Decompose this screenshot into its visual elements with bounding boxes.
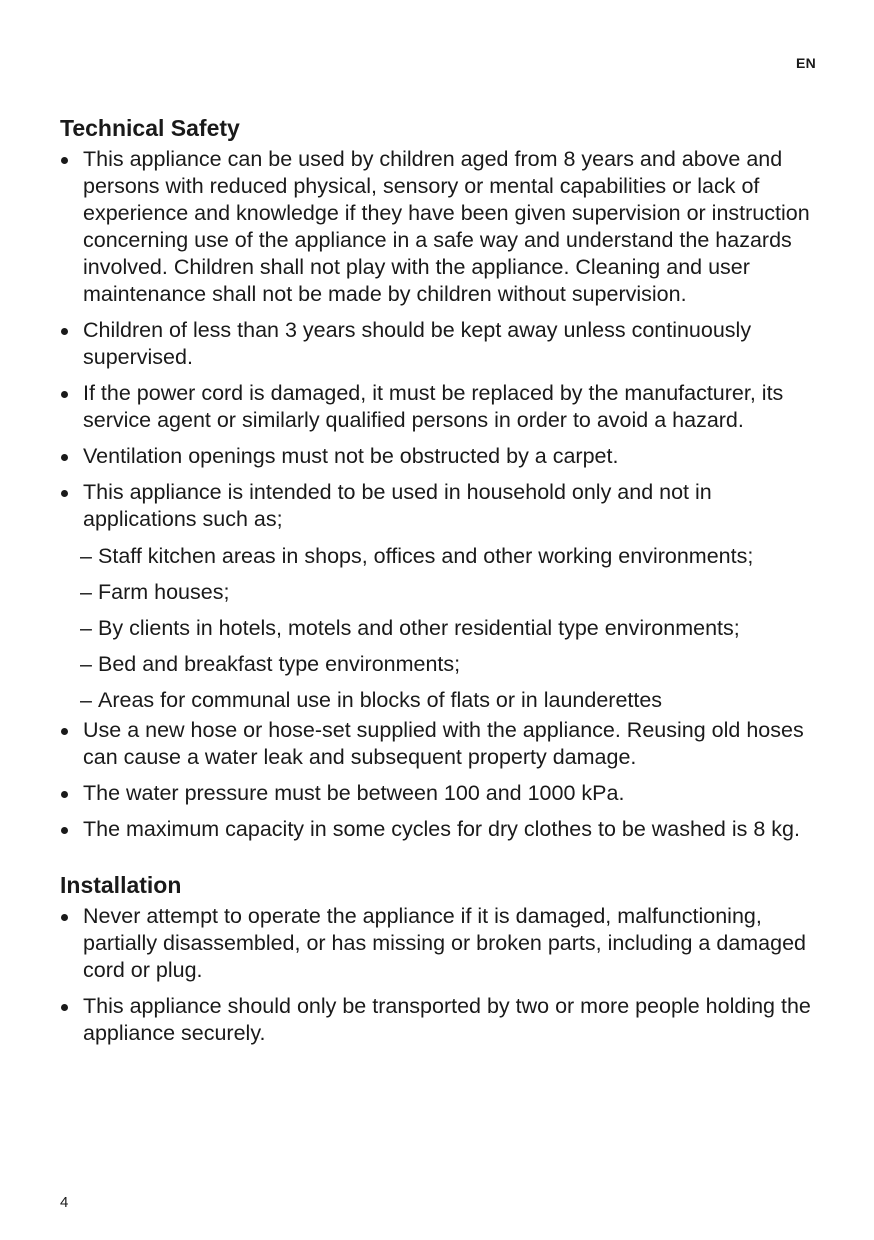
list-item [60,479,822,533]
list-item-text: The maximum capacity in some cycles for dry clothes to be washed is 8 kg. [83,817,800,841]
list-item-text: This appliance should only be transported by two or more people holding the appliance securely. [83,994,811,1045]
list-item [60,317,822,371]
list-item [60,443,822,470]
bullet-icon [61,728,68,735]
list-item-text: This appliance is intended to be used in household only and not in applications such as; [83,480,712,531]
bullet-icon [61,791,68,798]
list-item [60,717,822,771]
list-item-text: Ventilation openings must not be obstructed by a carpet. [83,444,619,468]
list-item-text: Never attempt to operate the appliance if it is damaged, malfunctioning, partially disassembled, or has missing or broken parts, including a damaged cord or plug. [83,904,807,982]
sub-list-item-text: Areas for communal use in blocks of flats or in launderettes [98,688,663,712]
bullet-icon [61,827,68,834]
sub-list-item [60,614,822,643]
list-item [60,380,822,434]
list-item [60,993,822,1047]
sub-list-item-text: By clients in hotels, motels and other residential type environments; [98,616,740,640]
document-body [60,112,822,1056]
sub-list-item [60,542,822,571]
list-item [60,816,822,843]
list-item [60,903,822,984]
sub-list-item-text: Staff kitchen areas in shops, offices and other working environments; [98,544,754,568]
sub-list-item [60,578,822,607]
dash-icon: – [80,652,92,676]
sub-list-item [60,650,822,679]
bullet-icon [61,328,68,335]
bullet-icon [61,454,68,461]
list-item-text: Children of less than 3 years should be kept away unless continuously supervised. [83,318,752,369]
list-item-text: If the power cord is damaged, it must be replaced by the manufacturer, its service agent or similarly qualified persons in order to avoid a hazard. [83,381,784,432]
list-item-text: This appliance can be used by children aged from 8 years and above and persons with reduced physical, sensory or mental capabilities or lack of experience and knowledge if they have been given supervision or instruction concerning use of the appliance in a safe way and understand the hazards involved. Children shall not play with the appliance. Cleaning and user maintenance shall not be made by children without supervision. [83,147,810,306]
bullet-icon [61,1004,68,1011]
list-item-text: The water pressure must be between 100 and 1000 kPa. [83,781,625,805]
installation-list [60,903,822,1047]
bullet-icon [61,914,68,921]
sub-list-item-text: Bed and breakfast type environments; [98,652,461,676]
list-item [60,146,822,308]
bullet-icon [61,157,68,164]
language-label: EN [795,55,816,71]
list-item-text: Use a new hose or hose-set supplied with the appliance. Reusing old hoses can cause a water leak and subsequent property damage. [83,718,804,769]
dash-icon: – [80,616,92,640]
technical-safety-list-continued [60,717,822,843]
dash-icon: – [80,580,92,604]
bullet-icon [61,490,68,497]
dash-icon: – [80,688,92,712]
list-item [60,780,822,807]
sub-list-item-text: Farm houses; [98,580,230,604]
section-heading-installation: Installation [60,872,182,898]
applications-sub-list [60,542,822,715]
bullet-icon [61,391,68,398]
sub-list-item [60,686,822,715]
dash-icon: – [80,544,92,568]
section-heading-technical-safety: Technical Safety [60,115,240,141]
technical-safety-list [60,146,822,533]
page-number: 4 [60,1194,69,1211]
